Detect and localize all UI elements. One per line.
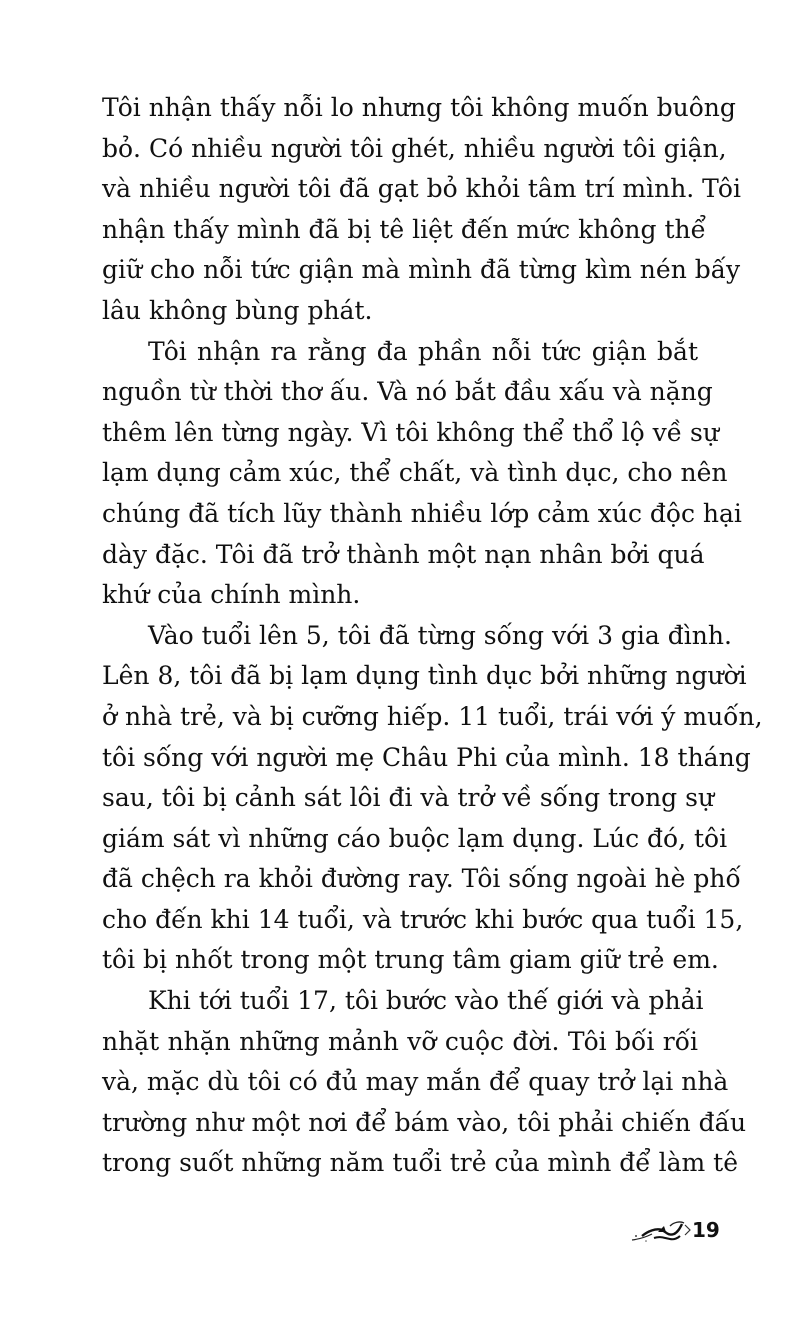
decorative-flourish-icon [630, 1212, 692, 1246]
text-line: Lên 8, tôi đã bị lạm dụng tình dục bởi những người [102, 661, 747, 691]
text-line: tôi sống với người mẹ Châu Phi của mình. 18 tháng [102, 742, 751, 772]
paragraph-2 [102, 332, 742, 616]
page-number: 19 [692, 1218, 720, 1242]
text-line: khứ của chính mình. [102, 580, 361, 610]
text-line: nguồn từ thời thơ ấu. Và nó bắt đầu xấu và nặng [102, 377, 713, 407]
text-line: thêm lên từng ngày. Vì tôi không thể thổ lộ về sự [102, 417, 719, 447]
text-line: Tôi nhận thấy nỗi lo nhưng tôi không muốn buông [102, 93, 736, 122]
text-line: lâu không bùng phát. [102, 295, 373, 325]
paragraph-3 [102, 616, 763, 981]
text-line: sau, tôi bị cảnh sát lôi đi và trở về sống trong sự [102, 783, 715, 813]
text-line: trong suốt những năm tuổi trẻ của mình để làm tê [102, 1148, 738, 1178]
page-footer [630, 1212, 720, 1252]
text-line: Khi tới tuổi 17, tôi bước vào thế giới và phải [148, 986, 704, 1016]
text-line: ở nhà trẻ, và bị cưỡng hiếp. 11 tuổi, trái với ý muốn, [102, 701, 763, 731]
text-line: giám sát vì những cáo buộc lạm dụng. Lúc đó, tôi [102, 823, 728, 853]
text-line: trường như một nơi để bám vào, tôi phải chiến đấu [102, 1107, 747, 1137]
text-line: và nhiều người tôi đã gạt bỏ khỏi tâm trí mình. Tôi [102, 174, 741, 204]
text-line: và, mặc dù tôi có đủ may mắn để quay trở lại nhà [102, 1067, 729, 1097]
text-line: nhặt nhặn những mảnh vỡ cuộc đời. Tôi bối rối [102, 1026, 698, 1056]
text-line: Tôi nhận ra rằng đa phần nỗi tức giận bắt [148, 336, 698, 366]
text-line: đã chệch ra khỏi đường ray. Tôi sống ngoài hè phố [102, 864, 741, 894]
paragraph-4 [102, 981, 747, 1184]
text-line: giữ cho nỗi tức giận mà mình đã từng kìm nén bấy [102, 255, 741, 285]
text-line: lạm dụng cảm xúc, thể chất, và tình dục, cho nên [102, 458, 728, 488]
text-line: dày đặc. Tôi đã trở thành một nạn nhân bởi quá [102, 539, 705, 569]
paragraph-1 [102, 88, 741, 332]
body-text [102, 88, 763, 1184]
text-line: bỏ. Có nhiều người tôi ghét, nhiều người tôi giận, [102, 133, 727, 163]
text-line: tôi bị nhốt trong một trung tâm giam giữ trẻ em. [102, 945, 719, 975]
text-line: Vào tuổi lên 5, tôi đã từng sống với 3 gia đình. [148, 620, 732, 650]
text-line: nhận thấy mình đã bị tê liệt đến mức không thể [102, 214, 706, 244]
text-line: chúng đã tích lũy thành nhiều lớp cảm xúc độc hại [102, 498, 742, 528]
text-line: cho đến khi 14 tuổi, và trước khi bước qua tuổi 15, [102, 904, 744, 934]
